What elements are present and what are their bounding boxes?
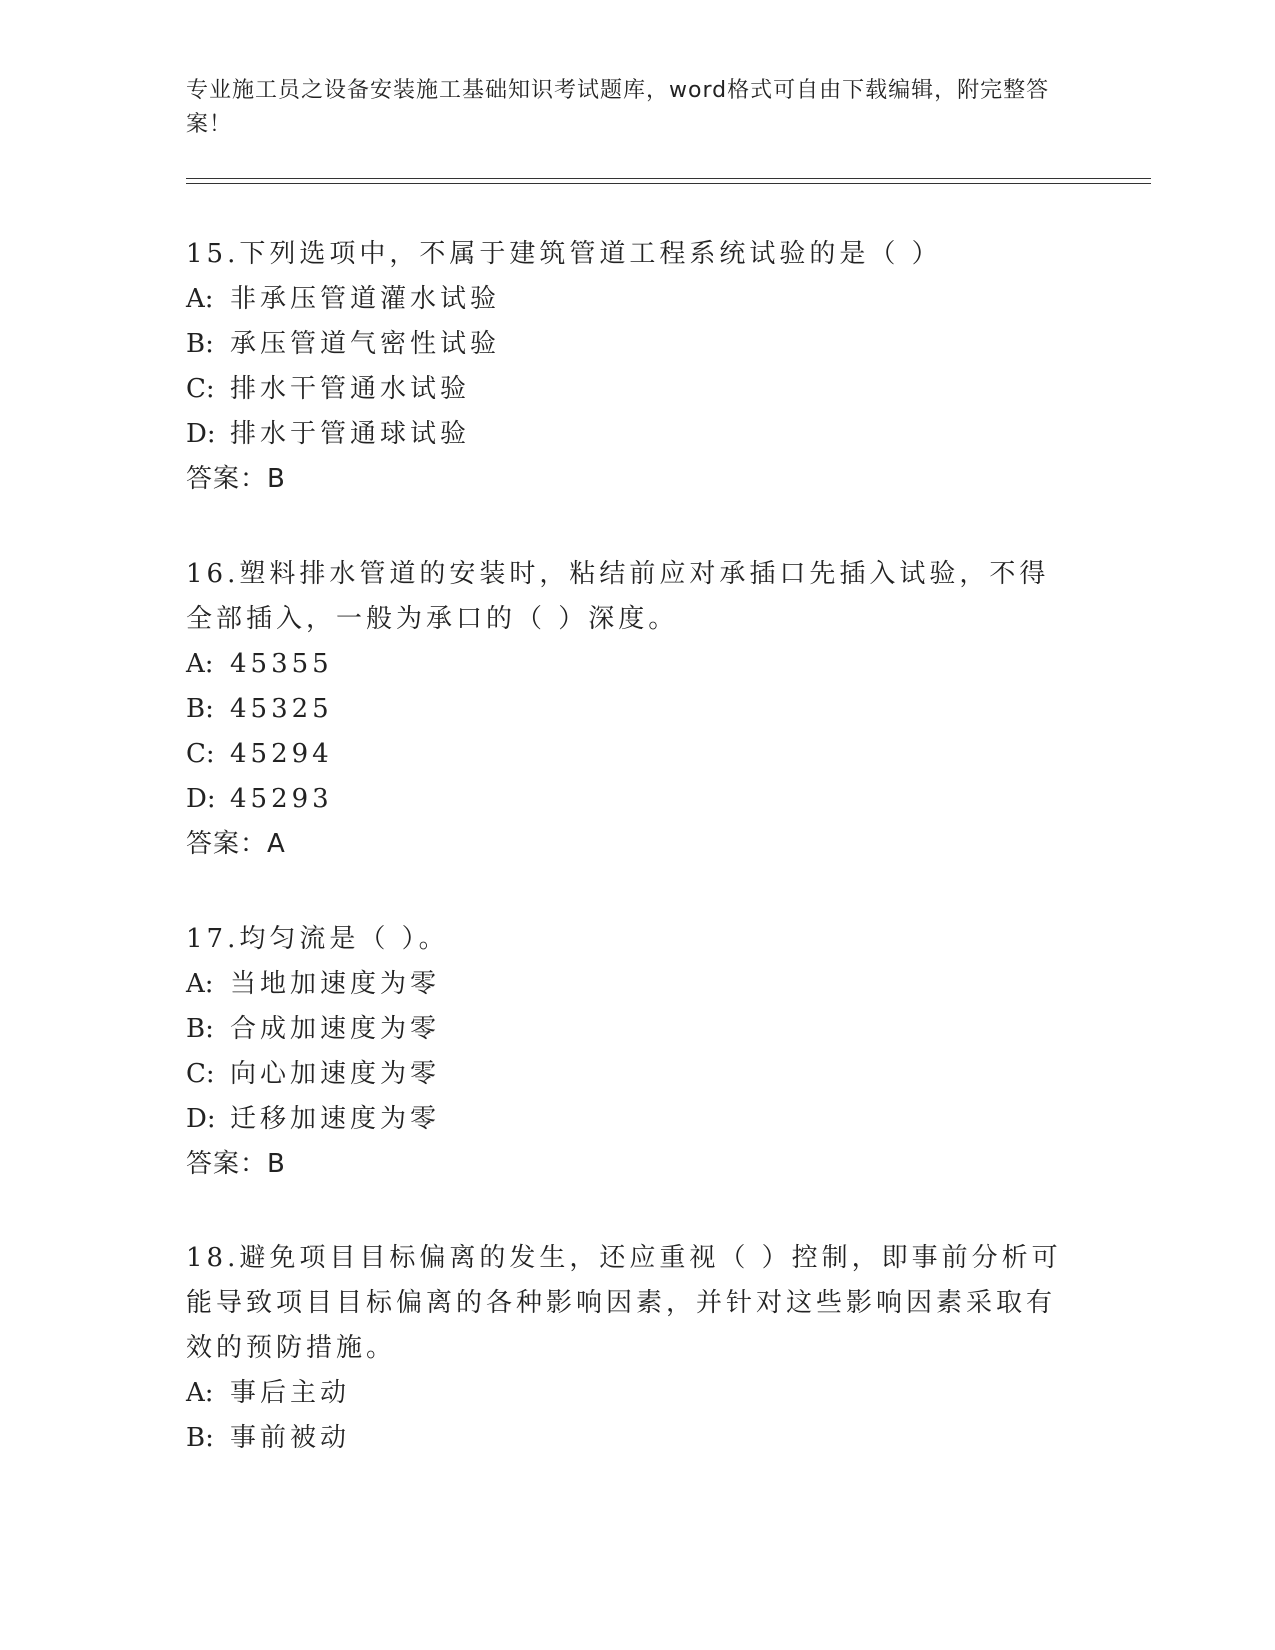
- option-c: [186, 732, 1066, 777]
- option-letter: A:: [186, 284, 214, 314]
- option-text: 当地加速度为零: [230, 969, 441, 999]
- option-text: 45355: [230, 649, 333, 679]
- option-text: 事前被动: [230, 1423, 351, 1453]
- option-d: [186, 412, 1066, 457]
- option-letter: D:: [186, 1104, 216, 1134]
- option-b: [186, 1416, 1066, 1461]
- option-text: 45294: [230, 739, 333, 769]
- option-d: [186, 777, 1066, 822]
- answer-line: 答案：A: [186, 829, 286, 859]
- header-divider-bottom: [186, 183, 1151, 184]
- question-15: [186, 232, 1066, 502]
- option-a: [186, 642, 1066, 687]
- option-b: [186, 322, 1066, 367]
- option-text: 排水于管通球试验: [230, 419, 471, 449]
- option-letter: B:: [186, 694, 214, 724]
- option-text: 合成加速度为零: [230, 1014, 441, 1044]
- option-letter: A:: [186, 1378, 214, 1408]
- option-a: [186, 1371, 1066, 1416]
- option-text: 承压管道气密性试验: [230, 329, 501, 359]
- answer-line: 答案：B: [186, 464, 286, 494]
- option-letter: B:: [186, 329, 214, 359]
- option-letter: B:: [186, 1014, 214, 1044]
- option-text: 45325: [230, 694, 333, 724]
- option-text: 迁移加速度为零: [230, 1104, 441, 1134]
- question-18: [186, 1236, 1066, 1461]
- option-c: [186, 1052, 1066, 1097]
- option-b: [186, 687, 1066, 732]
- option-letter: B:: [186, 1423, 214, 1453]
- question-17: [186, 917, 1066, 1187]
- question-stem: 17.均匀流是（ ）。: [186, 924, 449, 954]
- answer-line: 答案：B: [186, 1149, 286, 1179]
- option-b: [186, 1007, 1066, 1052]
- option-letter: C:: [186, 374, 215, 404]
- question-stem: 16.塑料排水管道的安装时，粘结前应对承插口先插入试验，不得全部插入，一般为承口的（ ）深度。: [186, 559, 1050, 634]
- option-a: [186, 962, 1066, 1007]
- question-stem: 15.下列选项中，不属于建筑管道工程系统试验的是（ ）: [186, 239, 942, 269]
- document-header: 专业施工员之设备安装施工基础知识考试题库，word格式可自由下载编辑，附完整答案！: [186, 78, 1050, 137]
- option-text: 向心加速度为零: [230, 1059, 441, 1089]
- option-letter: D:: [186, 419, 216, 449]
- option-letter: D:: [186, 784, 216, 814]
- question-stem: 18.避免项目目标偏离的发生，还应重视（ ）控制，即事前分析可能导致项目目标偏离的各种影响因素，并针对这些影响因素采取有效的预防措施。: [186, 1243, 1062, 1363]
- option-letter: C:: [186, 1059, 215, 1089]
- option-text: 事后主动: [230, 1378, 351, 1408]
- option-letter: A:: [186, 649, 214, 679]
- option-d: [186, 1097, 1066, 1142]
- option-c: [186, 367, 1066, 412]
- option-a: [186, 277, 1066, 322]
- option-letter: A:: [186, 969, 214, 999]
- option-text: 排水干管通水试验: [230, 374, 471, 404]
- question-16: [186, 552, 1066, 867]
- option-letter: C:: [186, 739, 215, 769]
- option-text: 45293: [230, 784, 333, 814]
- header-divider-top: [186, 178, 1151, 179]
- option-text: 非承压管道灌水试验: [230, 284, 501, 314]
